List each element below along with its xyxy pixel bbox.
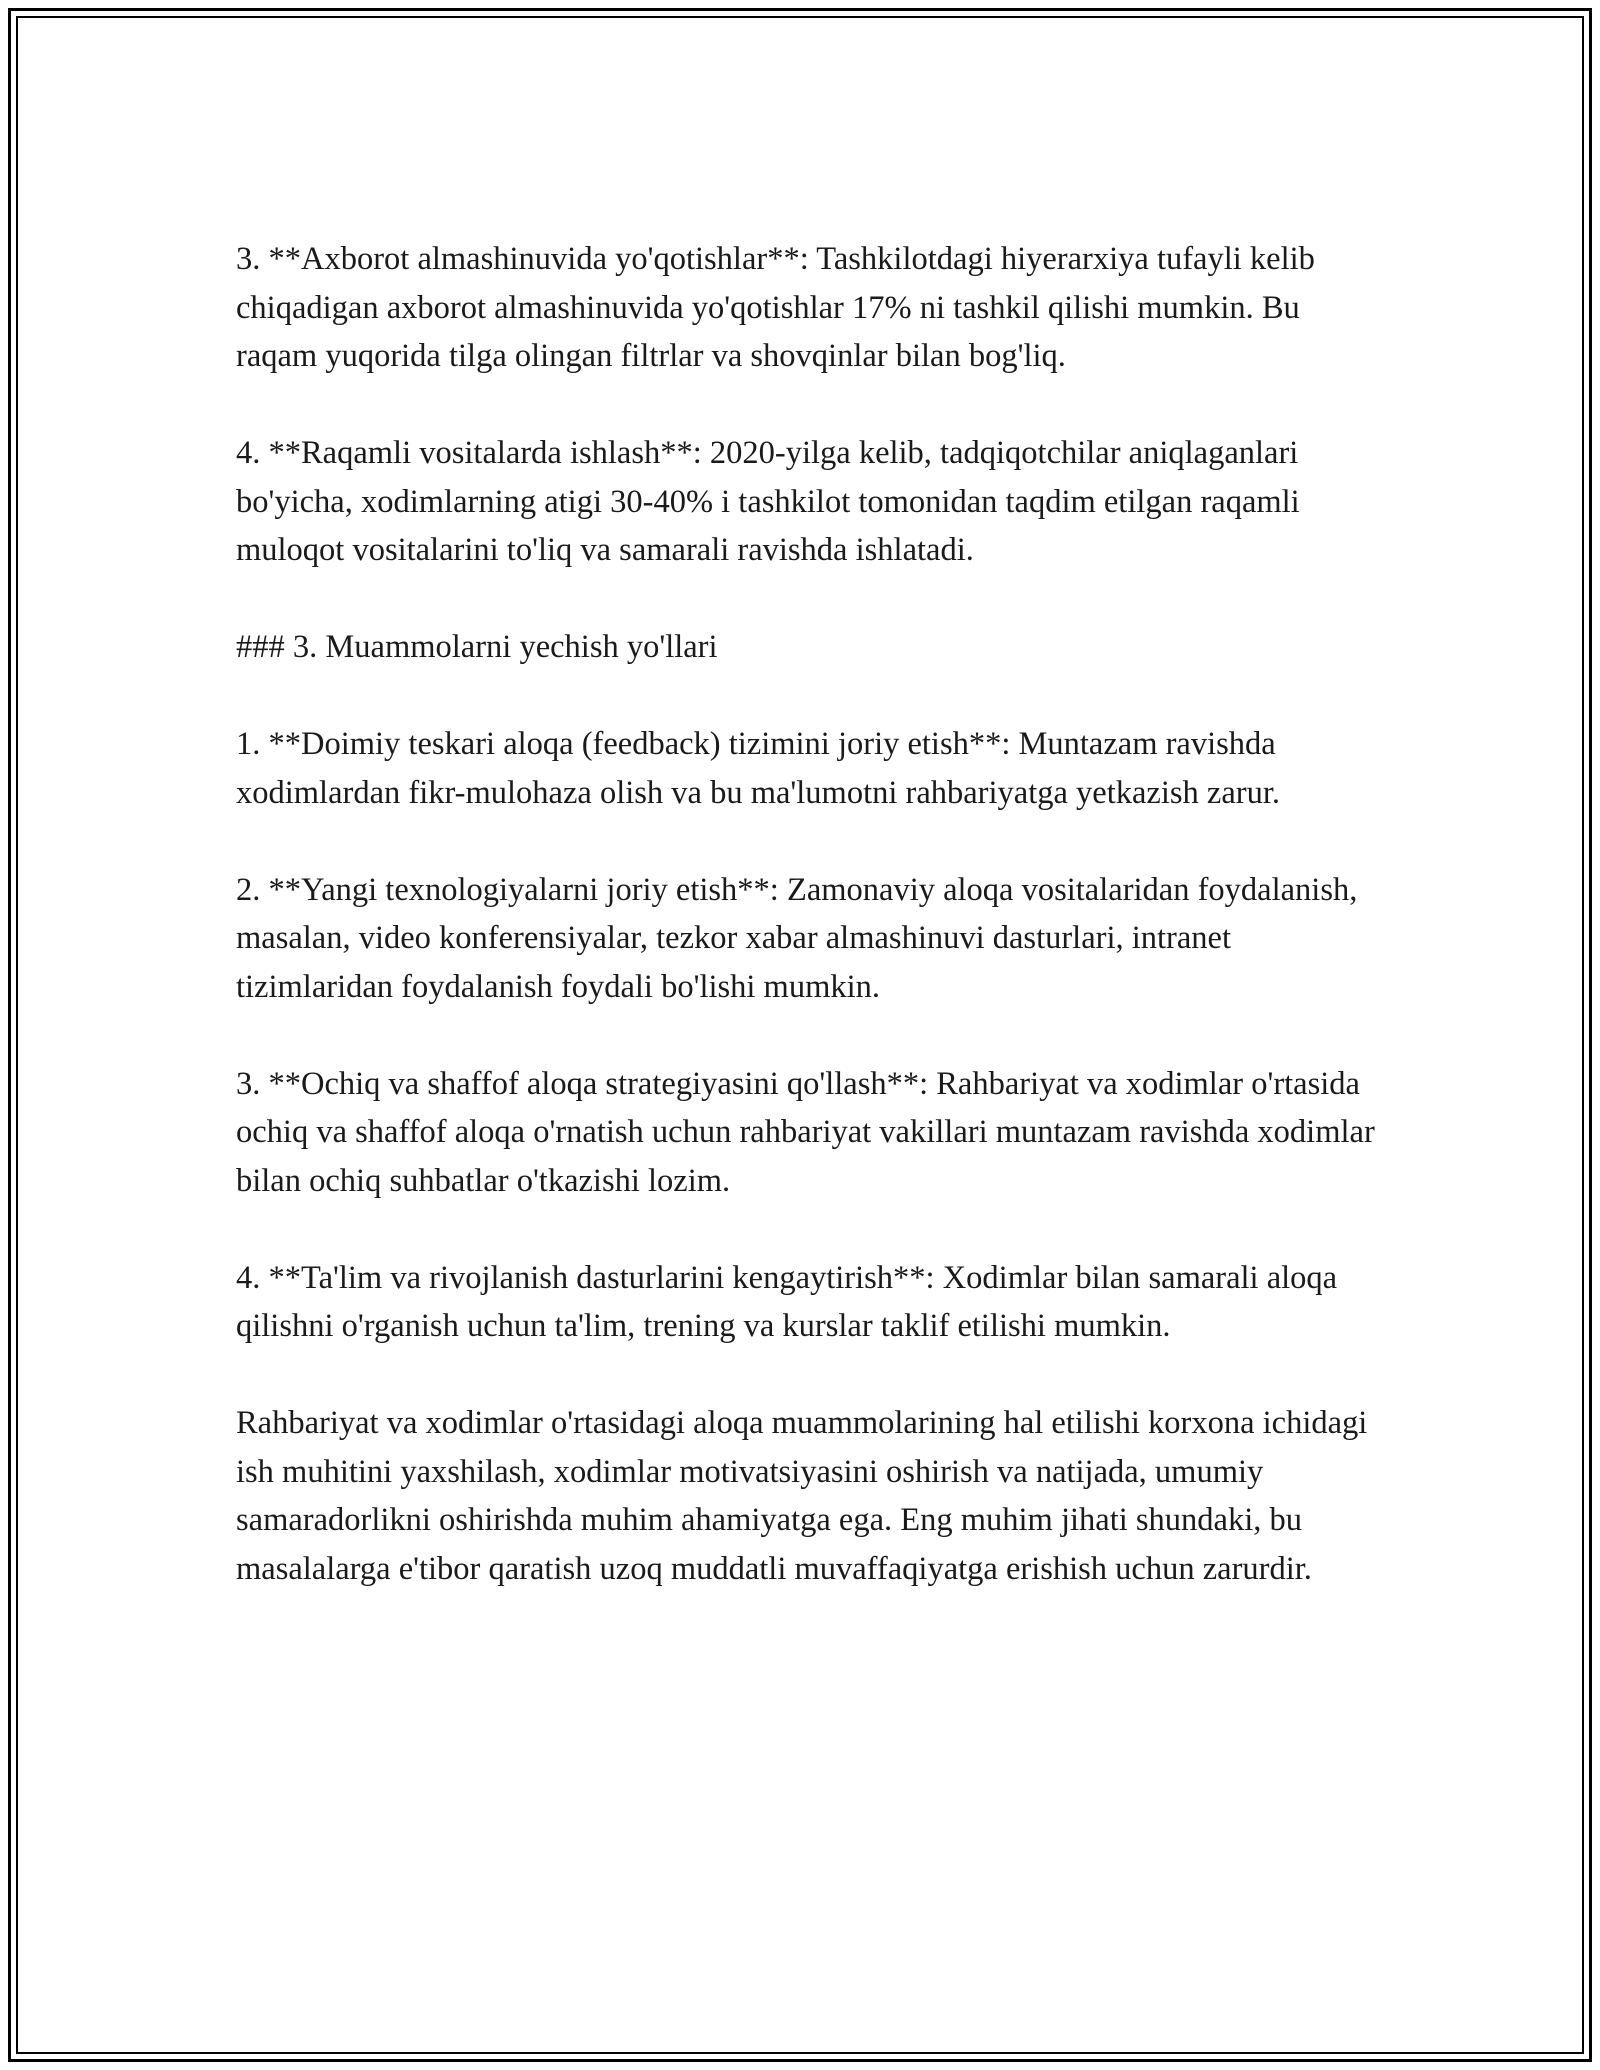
paragraph-conclusion: Rahbariyat va xodimlar o'rtasidagi aloqa muammolarining hal etilishi korxona ichidagi ish muhitini yaxshilash, xodimlar motivatsiyasini oshirish va natijada, umumiy samaradorlikni oshirishda muhim ahamiyatga ega. Eng muhim jihati shundaki, bu masalalarga e'tibor qaratish uzoq muddatli muvaffaqiyatga erishish uchun zarurdir. xyxy=(236,1405,1368,1587)
section-heading-solutions: ### 3. Muammolarni yechish yo'llari xyxy=(236,629,718,665)
paragraph-new-technologies: 2. **Yangi texnologiyalarni joriy etish**: Zamonaviy aloqa vositalaridan foydalanish, masalan, video konferensiyalar, tezkor xabar almashinuvi dasturlari, intranet tizimlaridan foydalanish foydali bo'lishi mumkin. xyxy=(236,871,1358,1005)
document-body xyxy=(236,235,1376,1593)
paragraph-feedback-system: 1. **Doimiy teskari aloqa (feedback) tizimini joriy etish**: Muntazam ravishda xodimlardan fikr-mulohaza olish va bu ma'lumotni rahbariyatga yetkazish zarur. xyxy=(236,726,1280,811)
paragraph-open-communication: 3. **Ochiq va shaffof aloqa strategiyasini qo'llash**: Rahbariyat va xodimlar o'rtasida ochiq va shaffof aloqa o'rnatish uchun rahbariyat vakillari muntazam ravishda xodimlar bilan ochiq suhbatlar o'tkazishi lozim. xyxy=(236,1065,1375,1199)
paragraph-information-loss: 3. **Axborot almashinuvida yo'qotishlar**: Tashkilotdagi hiyerarxiya tufayli kelib chiqadigan axborot almashinuvida yo'qotishlar 17% ni tashkil qilishi mumkin. Bu raqam yuqorida tilga olingan filtrlar va shovqinlar bilan bog'liq. xyxy=(236,241,1315,374)
paragraph-digital-tools: 4. **Raqamli vositalarda ishlash**: 2020-yilga kelib, tadqiqotchilar aniqlaganlari bo'yicha, xodimlarning atigi 30-40% i tashkilot tomonidan taqdim etilgan raqamli muloqot vositalarini to'liq va samarali ravishda ishlatadi. xyxy=(236,435,1300,568)
paragraph-training-programs: 4. **Ta'lim va rivojlanish dasturlarini kengaytirish**: Xodimlar bilan samarali aloqa qilishni o'rganish uchun ta'lim, trening va kurslar taklif etilishi mumkin. xyxy=(236,1259,1338,1344)
